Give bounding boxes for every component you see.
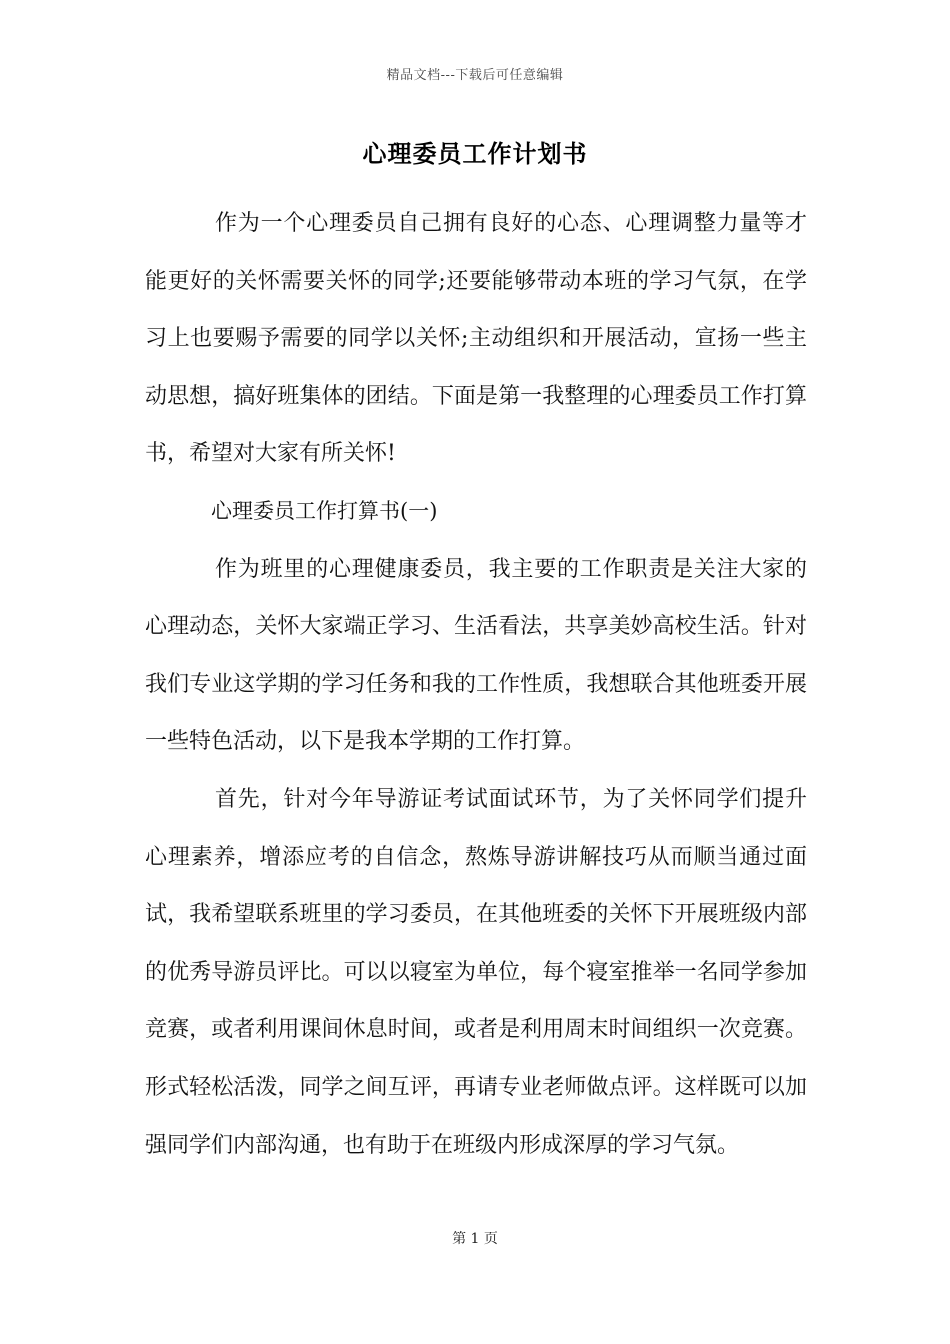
document-body (145, 195, 807, 1174)
document-title: 心理委员工作计划书 (362, 139, 588, 168)
paragraph-intro: 作为一个心理委员自己拥有良好的心态、心理调整力量等才能更好的关怀需要关怀的同学;还要能够带动本班的学习气氛，在学习上也要赐予需要的同学以关怀;主动组织和开展活动，宣扬一些主动思想，搞好班集体的团结。下面是第一我整理的心理委员工作打算书，希望对大家有所关怀! (145, 211, 807, 467)
paragraph-duties: 作为班里的心理健康委员，我主要的工作职责是关注大家的心理动态，关怀大家端正学习、生活看法，共享美妙高校生活。针对我们专业这学期的学习任务和我的工作性质，我想联合其他班委开展一些特色活动，以下是我本学期的工作打算。 (145, 556, 807, 755)
section-subheading: 心理委员工作打算书(一) (211, 498, 438, 523)
page-header: 精品文档---下载后可任意编辑 (386, 68, 564, 83)
paragraph-first-plan: 首先，针对今年导游证考试面试环节，为了关怀同学们提升心理素养，增添应考的自信念，熬炼导游讲解技巧从而顺当通过面试，我希望联系班里的学习委员，在其他班委的关怀下开展班级内部的优秀导游员评比。可以以寝室为单位，每个寝室推举一名同学参加竞赛，或者利用课间休息时间，或者是利用周末时间组织一次竞赛。形式轻松活泼，同学之间互评，再请专业老师做点评。这样既可以加强同学们内部沟通，也有助于在班级内形成深厚的学习气氛。 (145, 786, 807, 1158)
page-number: 第 1 页 (452, 1231, 498, 1247)
